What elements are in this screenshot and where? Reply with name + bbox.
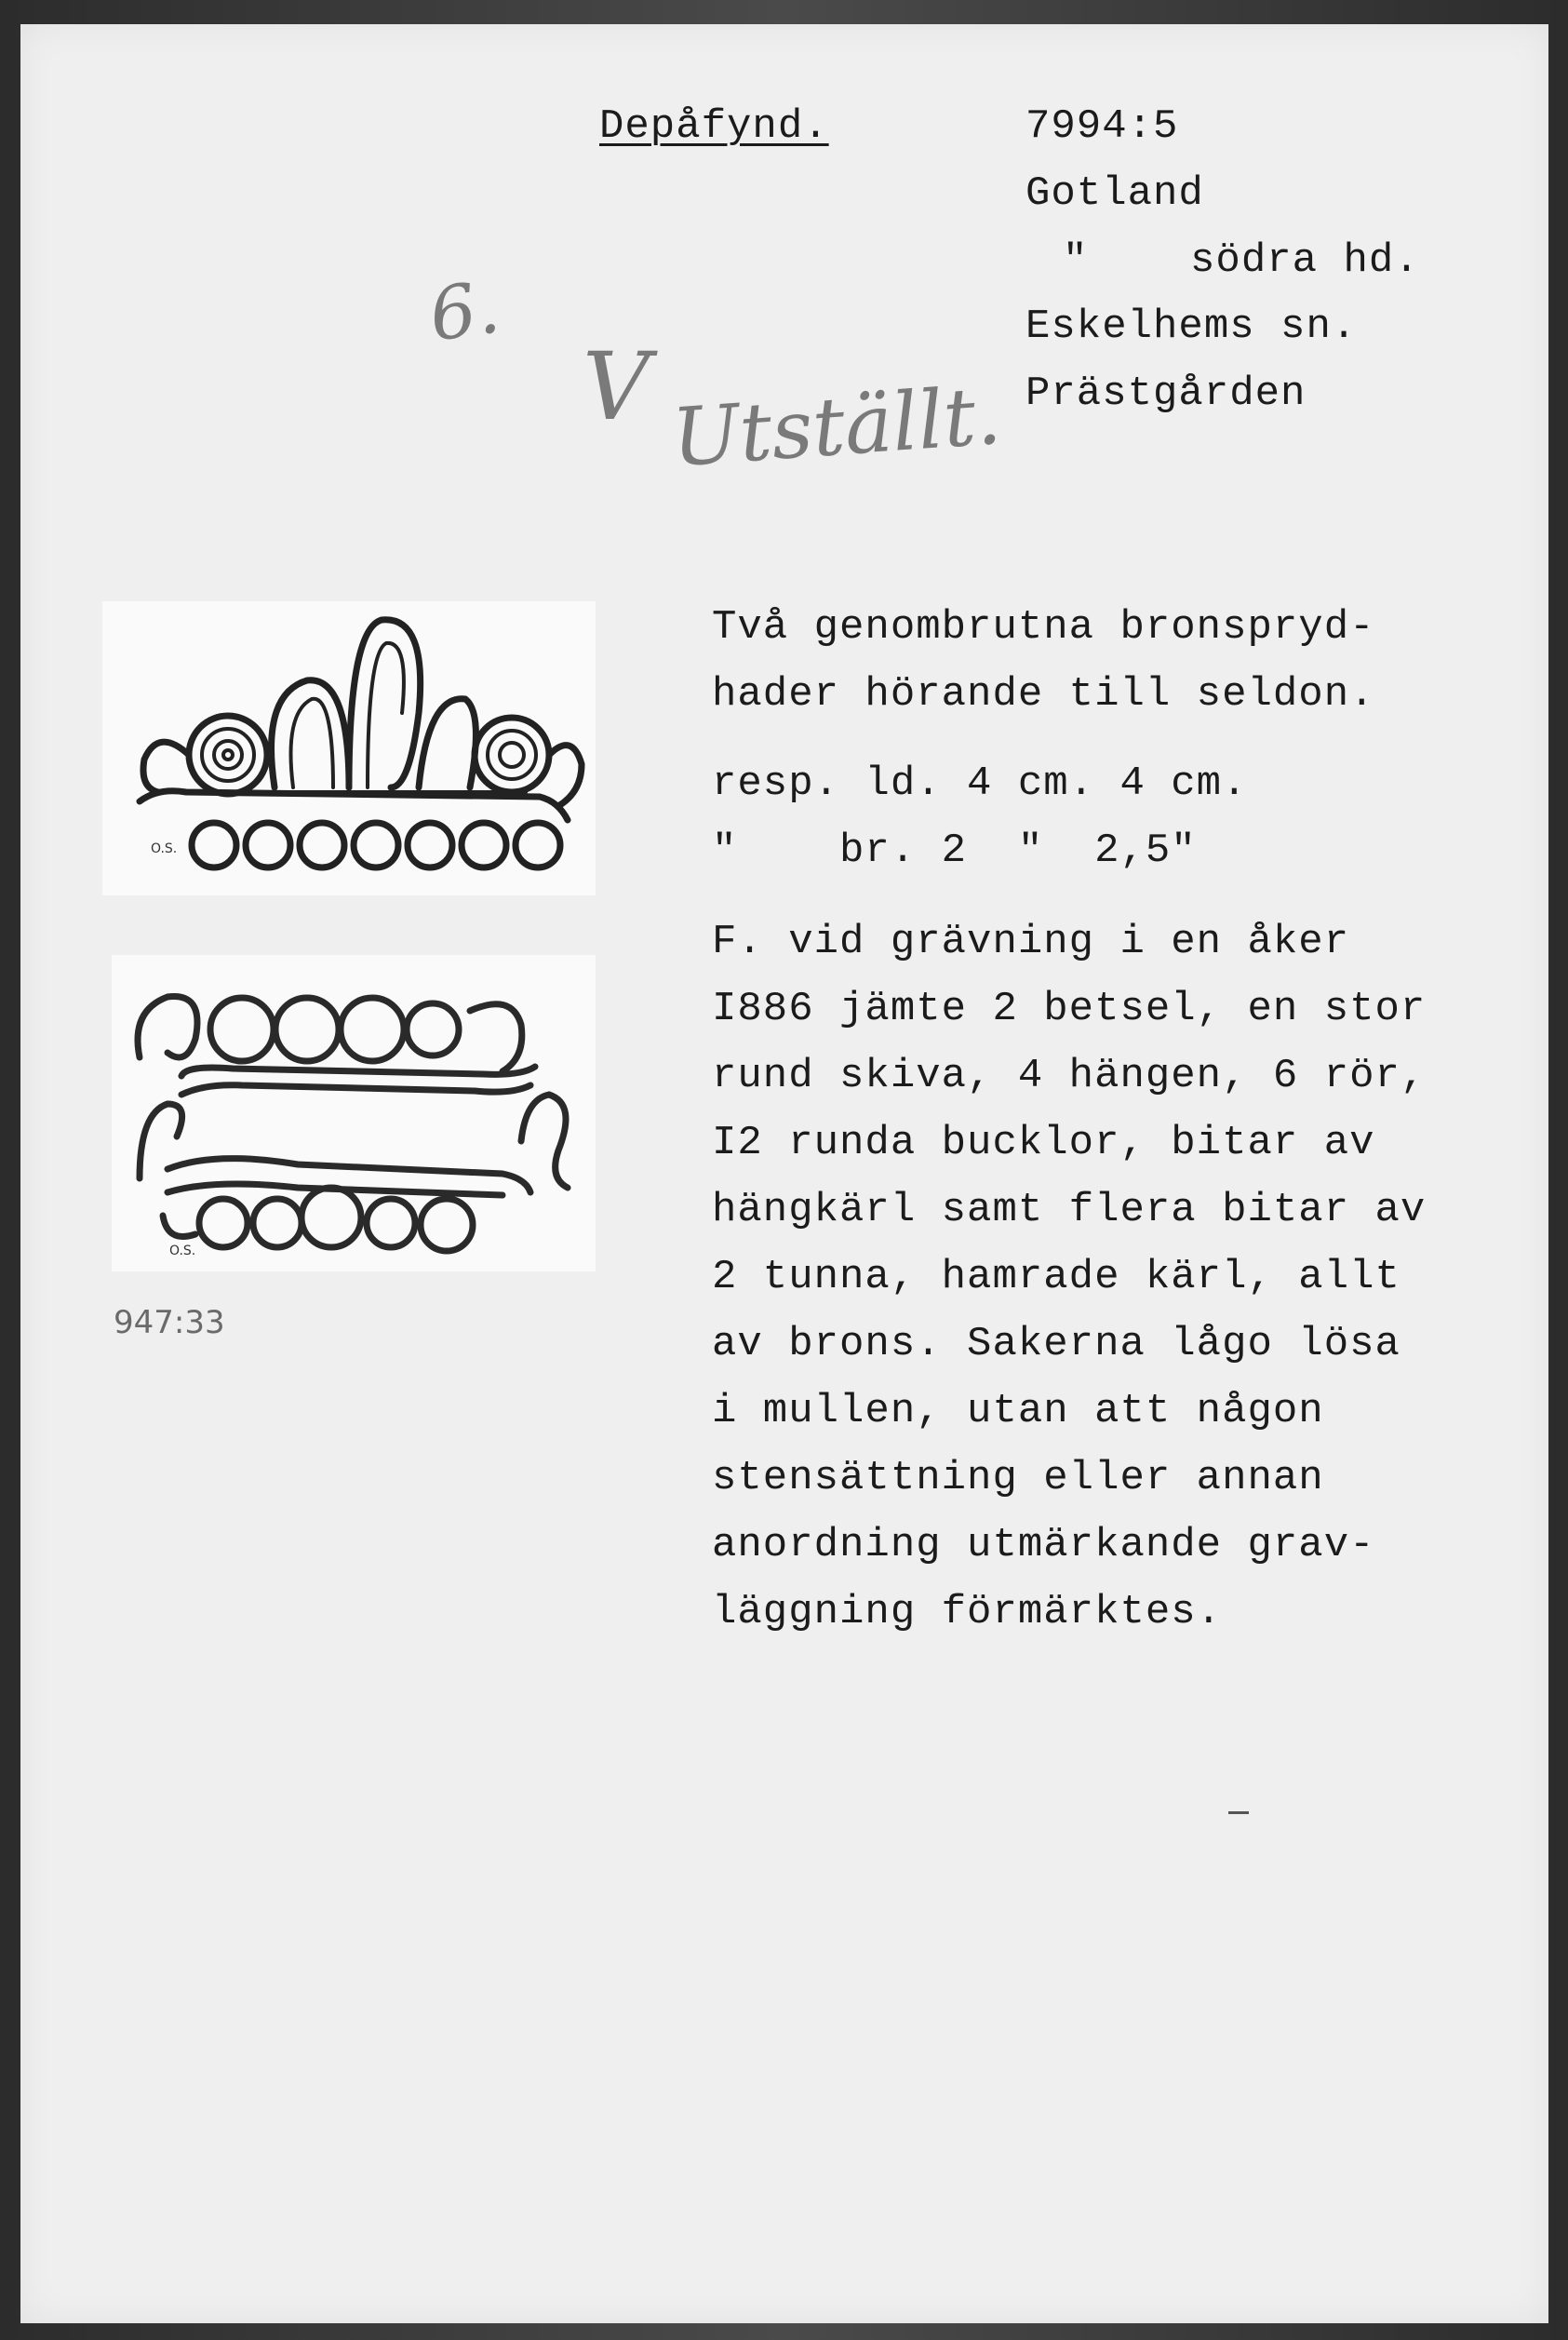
description-line: anordning utmärkande grav- (712, 1522, 1375, 1568)
illustration-ornament-1 (102, 601, 596, 895)
end-dash (1228, 1811, 1249, 1814)
illustration-initials: O.S. (151, 841, 178, 856)
location-line: " södra hd. (1063, 237, 1420, 284)
description-line: läggning förmärktes. (712, 1589, 1223, 1635)
handwritten-mark-6: 6. (424, 265, 505, 358)
description-line: rund skiva, 4 hängen, 6 rör, (712, 1053, 1427, 1099)
location-line: Eskelhems sn. (1025, 303, 1358, 350)
location-line: Gotland (1025, 170, 1204, 217)
description-line: stensättning eller annan (712, 1455, 1324, 1501)
catalog-card (20, 24, 1548, 2323)
handwritten-utstallt: Utställt. (668, 369, 1004, 486)
illustration-initials: O.S. (169, 1244, 196, 1258)
card-heading: Depåfynd. (599, 103, 829, 150)
location-line: Prästgården (1025, 370, 1307, 417)
description-line: I886 jämte 2 betsel, en stor (712, 986, 1427, 1032)
ornament-2-drawing (112, 955, 596, 1271)
illustration-ornament-2 (112, 955, 596, 1271)
figure-caption: 947:33 (114, 1304, 225, 1341)
description-line: hängkärl samt flera bitar av (712, 1187, 1427, 1233)
handwritten-check: V (583, 332, 650, 441)
description-line: av brons. Sakerna lågo lösa (712, 1321, 1400, 1367)
description-line: " br. 2 " 2,5" (712, 827, 1197, 874)
catalog-number: 7994:5 (1025, 103, 1179, 150)
description-line: I2 runda bucklor, bitar av (712, 1120, 1375, 1166)
description-line: resp. ld. 4 cm. 4 cm. (712, 760, 1248, 807)
description-line: i mullen, utan att någon (712, 1388, 1324, 1434)
description-line: hader hörande till seldon. (712, 671, 1375, 718)
description-line: 2 tunna, hamrade kärl, allt (712, 1254, 1400, 1300)
description-line: F. vid grävning i en åker (712, 919, 1350, 965)
description-line: Två genombrutna bronspryd- (712, 604, 1375, 651)
